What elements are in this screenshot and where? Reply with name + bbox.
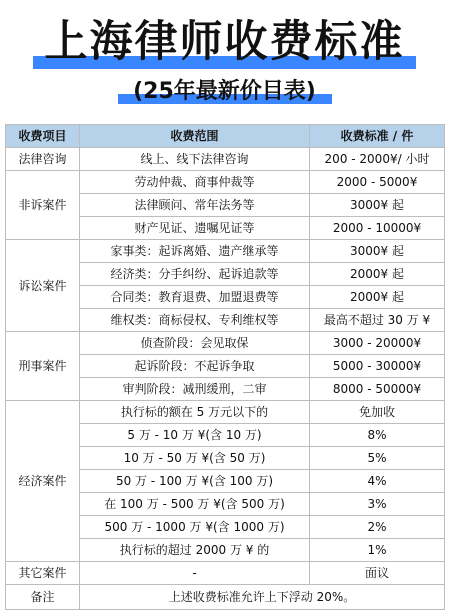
- scope-cell: 劳动仲裁、商事仲裁等: [80, 171, 310, 194]
- table-row: [6, 562, 445, 585]
- scope-cell: 家事类：起诉离婚、遗产继承等: [80, 240, 310, 263]
- table-header-row: [6, 125, 445, 148]
- scope-cell: 经济类：分手纠纷、起诉追款等: [80, 263, 310, 286]
- scope-cell: 财产见证、遗嘱见证等: [80, 217, 310, 240]
- fee-cell: 最高不超过 30 万 ¥: [310, 309, 445, 332]
- scope-cell: 审判阶段：减刑缓刑，二审: [80, 378, 310, 401]
- fee-cell: 面议: [310, 562, 445, 585]
- fee-cell: 4%: [310, 470, 445, 493]
- category-cell: 经济案件: [6, 401, 80, 562]
- category-cell: 法律咨询: [6, 148, 80, 171]
- category-cell: 其它案件: [6, 562, 80, 585]
- page-title: [0, 14, 449, 70]
- table-row: [6, 240, 445, 263]
- scope-cell: 起诉阶段：不起诉争取: [80, 355, 310, 378]
- fee-cell: 3000 - 20000¥: [310, 332, 445, 355]
- page-title-text: 上海律师收费标准: [44, 17, 405, 67]
- scope-cell: 5 万 - 10 万 ¥(含 10 万): [80, 424, 310, 447]
- scope-cell: 维权类：商标侵权、专利维权等: [80, 309, 310, 332]
- scope-cell: 合同类：教育退费、加盟退费等: [80, 286, 310, 309]
- fee-cell: 8000 - 50000¥: [310, 378, 445, 401]
- note-label: 备注: [6, 585, 80, 610]
- fee-cell: 2%: [310, 516, 445, 539]
- scope-cell: 执行标的超过 2000 万 ¥ 的: [80, 539, 310, 562]
- table-row: [6, 332, 445, 355]
- fee-table: [5, 124, 445, 610]
- scope-cell: 50 万 - 100 万 ¥(含 100 万): [80, 470, 310, 493]
- table-row: [6, 148, 445, 171]
- fee-cell: 1%: [310, 539, 445, 562]
- category-cell: 非诉案件: [6, 171, 80, 240]
- note-row: [6, 585, 445, 610]
- fee-cell: 8%: [310, 424, 445, 447]
- fee-cell: 200 - 2000¥/ 小时: [310, 148, 445, 171]
- header-fee: 收费标准 / 件: [310, 125, 445, 148]
- page-subtitle: (25年最新价目表): [133, 79, 316, 104]
- fee-cell: 2000¥ 起: [310, 263, 445, 286]
- scope-cell: 侦查阶段：会见取保: [80, 332, 310, 355]
- fee-cell: 2000 - 5000¥: [310, 171, 445, 194]
- scope-cell: 在 100 万 - 500 万 ¥(含 500 万): [80, 493, 310, 516]
- category-cell: 刑事案件: [6, 332, 80, 401]
- scope-cell: 执行标的额在 5 万元以下的: [80, 401, 310, 424]
- header-item: 收费项目: [6, 125, 80, 148]
- scope-cell: 法律顾问、常年法务等: [80, 194, 310, 217]
- fee-cell: 3000¥ 起: [310, 240, 445, 263]
- table-row: [6, 171, 445, 194]
- scope-cell: 线上、线下法律咨询: [80, 148, 310, 171]
- scope-cell: 500 万 - 1000 万 ¥(含 1000 万): [80, 516, 310, 539]
- fee-cell: 2000¥ 起: [310, 286, 445, 309]
- table-row: [6, 401, 445, 424]
- fee-cell: 3000¥ 起: [310, 194, 445, 217]
- fee-cell: 5000 - 30000¥: [310, 355, 445, 378]
- fee-cell: 3%: [310, 493, 445, 516]
- note-text: 上述收费标准允许上下浮动 20%。: [80, 585, 445, 610]
- fee-cell: 5%: [310, 447, 445, 470]
- table-body: [6, 148, 445, 610]
- header-scope: 收费范围: [80, 125, 310, 148]
- scope-cell: 10 万 - 50 万 ¥(含 50 万): [80, 447, 310, 470]
- fee-cell: 免加收: [310, 401, 445, 424]
- category-cell: 诉讼案件: [6, 240, 80, 332]
- fee-cell: 2000 - 10000¥: [310, 217, 445, 240]
- scope-cell: -: [80, 562, 310, 585]
